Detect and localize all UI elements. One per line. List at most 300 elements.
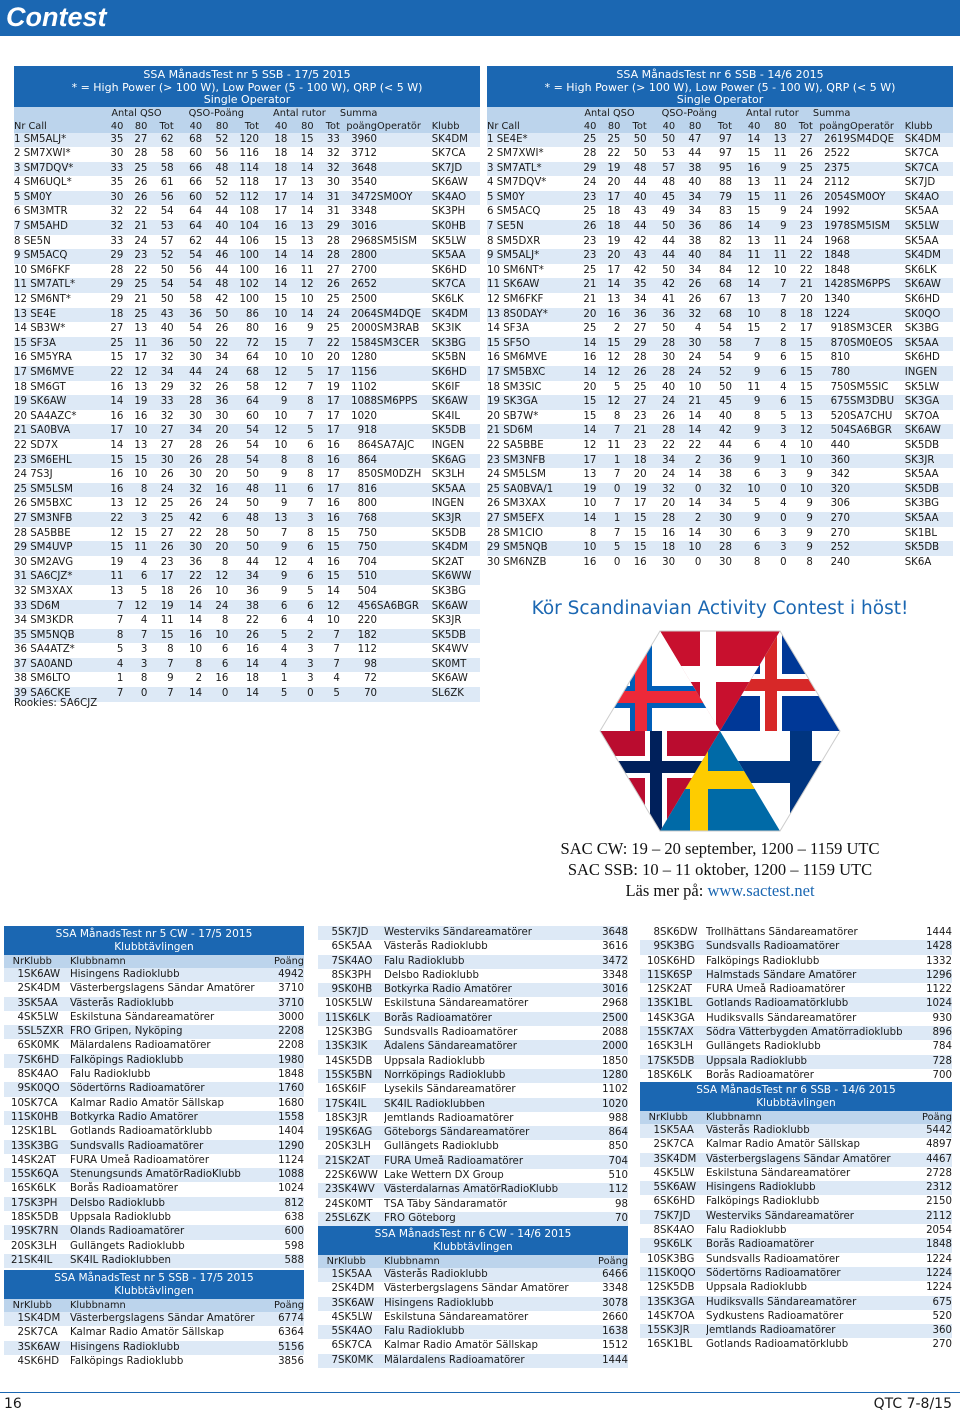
table-cell: 24 — [215, 498, 229, 510]
table-cell: 20 — [572, 308, 596, 323]
table-cell: Eskilstuna Sändareamatörer — [706, 1167, 851, 1179]
table-cell: 9 — [760, 220, 786, 235]
table-cell: 10 — [215, 585, 229, 597]
table-cell: 22 — [174, 570, 202, 585]
table-cell: 50 — [245, 527, 259, 539]
table-cell: 15 — [572, 395, 596, 410]
table-cell: Södra Vätterbygden Amatörradioklubb — [706, 1026, 910, 1040]
table-cell: 25 SM5LSM — [14, 483, 99, 498]
table-cell: 28 SM1CIO — [487, 527, 544, 539]
table-cell: 34 — [688, 206, 702, 218]
table-cell: 11 — [640, 969, 660, 983]
table-cell: 5 — [640, 1181, 660, 1195]
table-cell: Lake Wettern DX Group — [384, 1170, 504, 1182]
table-cell: 15 — [633, 527, 647, 539]
table-cell: 112 — [586, 1183, 628, 1197]
table-cell: 43 — [620, 249, 646, 264]
table-cell: 11 — [123, 337, 147, 352]
table-cell: SK3JR — [432, 512, 480, 527]
table-cell: 5 — [318, 1325, 338, 1339]
table-cell: 60 — [189, 148, 203, 160]
table-cell: 10 — [300, 352, 314, 364]
table-cell: SK4WV — [338, 1183, 384, 1197]
table-cell: 64 — [189, 206, 203, 218]
table-cell: 27 — [620, 395, 646, 410]
group-header: Antal QSO — [584, 107, 635, 119]
table-cell: 50 — [228, 541, 259, 556]
table-cell: 15 — [274, 294, 288, 306]
table-row — [487, 410, 953, 425]
table-cell: 14 — [647, 1310, 660, 1322]
table-cell: 1978 — [813, 220, 850, 235]
table-cell: 29 SM4UVP — [14, 541, 99, 556]
sac-url-link[interactable]: www.sactest.net — [707, 881, 815, 900]
table-cell: 1 — [318, 1268, 338, 1282]
table-cell: SK6A — [904, 556, 932, 568]
table-cell: 12 — [259, 424, 287, 439]
table-cell: 6 — [221, 644, 229, 656]
table-cell: SK5DB — [432, 629, 480, 644]
table-cell: SK1BL — [24, 1126, 57, 1138]
table-cell: 8 — [167, 644, 174, 656]
sac-cw-line: SAC CW: 19 – 20 september, 1200 – 1159 UTC — [560, 839, 880, 858]
table-cell: 9 — [732, 366, 760, 381]
table-cell: Jemtlands Radioamatörer — [706, 1324, 910, 1338]
table-cell: SK4IL Radioklubben — [70, 1254, 262, 1268]
table-cell: Västerdalarnas AmatörRadioKlubb — [384, 1183, 586, 1197]
table-cell: 25 — [160, 498, 174, 510]
table-cell: SK5LW — [338, 1311, 373, 1323]
table-cell: 14 — [732, 220, 760, 235]
table-cell: 1 — [596, 512, 620, 527]
table-cell: 1 — [280, 673, 288, 685]
table-cell: 8 — [221, 556, 229, 568]
table-cell: SK6LK — [24, 1183, 56, 1195]
table-cell: 3 — [307, 644, 314, 656]
table-cell: 15 — [123, 454, 147, 469]
group-header-row — [14, 107, 480, 120]
table-cell: Sundsvalls Radioamatörer — [706, 940, 910, 954]
table-cell: 16 SM5YRA — [14, 352, 72, 364]
table-cell: 2 SM7XWI* — [14, 148, 71, 160]
table-cell: Westerviks Sändareamatörer — [384, 926, 586, 940]
table-cell: Uppsala Radioklubb — [706, 1055, 910, 1069]
table-cell: 21 — [787, 278, 813, 293]
table-cell: 1760 — [262, 1082, 304, 1096]
table-cell: 52 — [202, 191, 228, 206]
table-cell: SK6LK — [431, 294, 464, 306]
table-cell: 6 — [760, 395, 786, 410]
table-cell: 30 — [189, 469, 203, 481]
table-cell: 4 — [140, 615, 148, 627]
table-cell: 16 — [633, 556, 647, 568]
table-cell: 24 — [202, 600, 228, 615]
table-cell: 1848 — [813, 249, 850, 264]
table-cell: 50 — [160, 264, 174, 276]
table-row — [318, 1126, 628, 1140]
table-cell: 7 — [147, 687, 173, 702]
table-cell: SK7CA — [904, 148, 939, 160]
table-cell: 6 — [331, 1340, 338, 1352]
club-table-title: SSA MånadsTest nr 6 CW - 14/6 2015 — [374, 1228, 572, 1240]
table-cell: 10 — [134, 469, 148, 481]
table-cell: SM6PPS — [850, 278, 905, 293]
table-cell: 16 — [583, 352, 597, 364]
column-header: 40 — [662, 120, 676, 132]
table-cell: INGEN — [905, 366, 953, 381]
table-row — [487, 278, 953, 293]
table-cell: 24 — [799, 177, 813, 189]
table-cell: SK6IF — [338, 1084, 367, 1096]
table-cell: 9 — [787, 541, 813, 556]
table-cell: SK5AA — [24, 997, 70, 1011]
table-row — [4, 1111, 304, 1125]
table-cell: 9 — [780, 206, 787, 218]
table-cell: 34 — [215, 352, 229, 364]
table-cell: 18 — [647, 541, 675, 556]
table-cell: 30 — [189, 410, 203, 422]
table-cell: 20 — [11, 1240, 24, 1252]
table-cell — [850, 162, 905, 177]
table-cell: 1428 — [910, 940, 952, 954]
table-cell: 83 — [718, 206, 732, 218]
table-row — [14, 147, 480, 162]
table-cell: 6 — [780, 352, 787, 364]
table-cell: 19 — [123, 395, 147, 410]
table-cell: 17 — [607, 264, 621, 276]
table-cell: 19 — [147, 600, 173, 615]
table-cell: Borås Radioamatörer — [706, 1238, 910, 1252]
group-header: Summa — [339, 107, 378, 119]
table-cell: SK5BN — [338, 1069, 384, 1083]
table-cell: 1088 — [340, 395, 377, 410]
table-cell: 4 — [140, 556, 148, 568]
table-cell: 10 — [787, 454, 813, 469]
table-cell: 9 — [732, 454, 760, 469]
table-cell: 12 — [787, 424, 813, 439]
table-cell: 3472 — [586, 955, 628, 969]
table-cell: SK7AX — [660, 1026, 706, 1040]
table-cell: Hudiksvalls Sändareamatörer — [706, 1012, 857, 1024]
table-cell: 24 — [688, 352, 702, 364]
table-cell: 10 — [123, 424, 147, 439]
table-cell: 3016 — [340, 220, 377, 235]
table-cell: 35 — [99, 133, 123, 148]
table-cell: 9 — [753, 352, 761, 364]
table-cell: SM0EOS — [850, 337, 905, 352]
table-cell: SK4AO — [432, 191, 480, 206]
column-header: 40 — [189, 120, 203, 132]
table-cell: 43 — [147, 308, 173, 323]
table-row — [14, 395, 480, 410]
table-cell: 588 — [262, 1254, 304, 1268]
table-cell: 32 — [174, 483, 202, 498]
table-cell: 23 — [633, 439, 647, 451]
table-cell: 1 — [596, 454, 620, 469]
table-row — [640, 1181, 952, 1195]
table-cell: 14 — [572, 424, 596, 439]
table-cell — [377, 176, 432, 191]
table-cell: 6 — [753, 527, 761, 539]
table-cell: 16 — [110, 410, 124, 422]
table-cell: SK5DB — [660, 1055, 706, 1069]
table-cell: 2 — [17, 983, 24, 995]
table-cell: 14 — [228, 658, 259, 673]
table-cell: 54 — [245, 439, 259, 451]
table-cell: Falu Radioklubb — [70, 1069, 151, 1081]
table-row — [487, 468, 953, 483]
table-cell: 20 — [662, 498, 676, 510]
table-cell: 10 — [274, 410, 288, 422]
table-cell: SK6DW — [660, 927, 698, 938]
table-cell: SM0OY — [850, 191, 905, 206]
table-row — [640, 1040, 952, 1054]
table-cell: 30 SM6NZB — [487, 556, 547, 568]
table-cell — [377, 483, 432, 498]
table-cell: 15 — [747, 148, 761, 160]
column-header: 80 — [215, 120, 229, 132]
table-cell: 40 — [160, 323, 174, 335]
table-cell: 54 — [147, 278, 173, 293]
table-cell: SK5LW — [338, 998, 373, 1010]
table-cell: 44 — [215, 264, 229, 276]
table-cell — [377, 278, 432, 293]
table-cell: 864 — [586, 1126, 628, 1140]
table-cell: 784 — [932, 1041, 952, 1053]
table-cell: 11 — [160, 615, 174, 627]
table-cell: 15 — [640, 1324, 660, 1338]
table-cell: 21 SA0BVA — [14, 424, 99, 439]
table-cell: SK7CA — [24, 1327, 58, 1339]
table-cell: 17 — [314, 424, 340, 439]
table-cell: 50 — [202, 308, 228, 323]
table-cell: 27 — [160, 439, 174, 451]
table-cell: 33 — [110, 235, 124, 247]
table-cell: 3960 — [340, 133, 377, 148]
table-cell: 9 — [806, 469, 813, 481]
table-row — [640, 969, 952, 983]
table-row — [487, 366, 953, 381]
promo-title: Kör Scandinavian Activity Contest i höst! — [531, 598, 909, 619]
table-row — [487, 147, 953, 162]
table-cell: 360 — [813, 454, 850, 469]
table-cell: 54 — [189, 323, 203, 335]
results-table-ssb-june — [487, 66, 953, 570]
table-cell: SK5AA — [432, 249, 480, 264]
column-header: Tot — [244, 120, 259, 132]
table-cell: Borås Radioamatörer — [706, 1069, 814, 1081]
table-cell: SK4AO — [338, 1325, 384, 1339]
table-cell: 36 — [701, 454, 732, 469]
table-cell: 270 — [830, 527, 851, 539]
table-cell: SK5DB — [338, 1055, 373, 1067]
table-cell: 1 — [4, 968, 24, 982]
table-cell: 30 — [718, 556, 732, 568]
table-cell: 23 — [787, 220, 813, 235]
table-cell: 10 — [202, 629, 228, 644]
table-cell: SK2AT — [338, 1155, 384, 1169]
table-cell: 19 — [110, 556, 124, 568]
table-cell: 50 — [647, 220, 675, 235]
table-row — [14, 249, 480, 264]
table-row — [318, 926, 628, 940]
table-title: SSA MånadsTest nr 6 SSB - 14/6 2015 — [616, 68, 824, 81]
table-row — [487, 162, 953, 177]
table-cell: SK6AW — [905, 278, 953, 293]
table-row — [14, 585, 480, 600]
column-header: Nr — [326, 1256, 338, 1267]
table-cell: SK6AW — [338, 1297, 384, 1311]
table-cell: 24 — [202, 366, 228, 381]
table-cell: 42 — [633, 264, 647, 276]
table-cell: 25 — [583, 323, 597, 335]
table-cell: 24 7S3J — [14, 469, 53, 481]
table-cell: 10 — [11, 1097, 24, 1109]
table-cell: 14 — [174, 600, 202, 615]
table-cell: 14 — [647, 1012, 660, 1024]
table-cell: SK2AT — [431, 556, 464, 568]
table-cell: 5 — [314, 687, 340, 702]
table-cell: 86 — [228, 308, 259, 323]
table-cell: 16 — [259, 220, 287, 235]
table-cell: 988 — [608, 1112, 628, 1124]
table-cell — [377, 162, 432, 177]
table-cell: 306 — [830, 498, 851, 510]
table-cell: 1848 — [278, 1069, 304, 1081]
table-cell: 3616 — [602, 941, 628, 953]
table-cell: SM3CER — [850, 323, 893, 335]
table-cell: 62 — [189, 235, 203, 247]
table-cell: 3 — [4, 1341, 24, 1355]
table-cell: SK3JR — [431, 615, 462, 627]
table-cell: Eskilstuna Sändareamatörer — [70, 1011, 215, 1023]
table-cell: 768 — [340, 512, 377, 527]
table-cell: 54 — [174, 278, 202, 293]
table-cell: 4 — [259, 658, 287, 673]
table-row — [487, 249, 953, 264]
table-cell: 9 — [4, 1082, 24, 1096]
table-cell: SK6WW — [338, 1170, 378, 1182]
table-cell: 30 — [174, 541, 202, 556]
table-cell: 44 — [662, 235, 676, 247]
table-cell: SK6AW — [432, 395, 480, 410]
table-row — [640, 997, 952, 1011]
table-cell: 32 — [189, 381, 203, 393]
table-cell: 22 — [787, 249, 813, 264]
table-cell: 22 — [688, 439, 702, 451]
table-cell: 16 — [325, 1084, 338, 1096]
table-cell: 15 — [134, 527, 148, 539]
table-cell: SK7RN — [24, 1225, 70, 1239]
table-cell: 29 SM5NQB — [487, 541, 572, 556]
table-cell: Uppsala Radioklubb — [384, 1055, 485, 1067]
table-cell: 32 — [675, 308, 701, 323]
table-cell: 15 — [318, 1069, 338, 1083]
table-cell: SL6ZK — [338, 1212, 384, 1226]
table-cell: SK4DM — [905, 249, 953, 264]
table-cell: 28 — [189, 439, 203, 451]
table-cell: 3 — [4, 997, 24, 1011]
table-cell: 68 — [701, 308, 732, 323]
table-cell: 1 — [760, 454, 786, 469]
table-cell: 1024 — [278, 1183, 304, 1195]
table-cell: 32 — [99, 220, 123, 235]
table-cell: 120 — [228, 133, 259, 148]
table-cell: 7 — [780, 294, 787, 306]
table-cell: 72 — [364, 673, 378, 685]
table-cell: 14 — [675, 424, 701, 439]
column-header: Tot — [159, 120, 174, 132]
table-cell: 15 — [799, 352, 813, 364]
table-cell: 1980 — [262, 1054, 304, 1068]
table-cell: 21 — [4, 1254, 24, 1268]
table-row — [487, 439, 953, 454]
table-cell: 44 — [215, 206, 229, 218]
table-row — [4, 1054, 304, 1068]
sac-ssb-line: SAC SSB: 10 – 11 oktober, 1200 – 1159 UTC — [567, 860, 873, 879]
table-cell: 9 SM5ALJ* — [487, 249, 572, 264]
table-cell: SK6SP — [660, 969, 706, 983]
table-cell: 2 — [17, 1327, 24, 1339]
table-cell: 270 — [932, 1339, 952, 1351]
table-subtitle: * = High Power (> 100 W), Low Power (5 - 100 W), QRP (< 5 W) — [544, 80, 896, 94]
table-cell: SK6LK — [660, 1238, 706, 1252]
table-cell: 2054 — [926, 1225, 952, 1237]
table-cell: 11 — [300, 264, 314, 276]
table-cell: 56 — [147, 191, 173, 206]
table-row — [640, 1253, 952, 1267]
table-cell: 16 — [11, 1183, 24, 1195]
table-cell: 97 — [701, 133, 732, 148]
table-row — [4, 1154, 304, 1168]
table-row — [14, 512, 480, 527]
table-cell: 26 SM5BXC — [14, 498, 73, 510]
table-cell: 6 SM3MTR — [14, 206, 68, 218]
table-cell: 864 — [357, 439, 378, 451]
table-cell: 17 — [633, 498, 647, 510]
table-cell: 28 — [647, 424, 675, 439]
table-cell: 17 — [274, 206, 288, 218]
table-cell: 7 — [318, 955, 338, 969]
table-cell: SK2AT — [24, 1154, 57, 1166]
table-cell: 22 — [134, 264, 148, 276]
table-row — [640, 1195, 952, 1209]
table-row — [318, 1325, 628, 1339]
table-cell: 12 — [325, 1027, 338, 1039]
table-cell: 16 — [732, 162, 760, 177]
table-cell: 5 — [259, 629, 287, 644]
table-row — [487, 541, 953, 556]
table-cell: 3348 — [602, 1283, 628, 1295]
table-cell: 70 — [340, 687, 377, 702]
table-cell: 30 SM2AVG — [14, 556, 74, 568]
table-cell: Kalmar Radio Amatör Sällskap — [70, 1327, 224, 1339]
table-cell: 14 — [572, 337, 596, 352]
table-cell: 66 — [189, 177, 203, 189]
table-cell: 9 — [806, 498, 813, 510]
table-cell: 95 — [701, 162, 732, 177]
table-cell: 23 — [123, 249, 147, 264]
table-cell: 23 SM6EHL — [14, 454, 99, 469]
table-row — [640, 1012, 952, 1026]
table-cell: 32 — [647, 483, 675, 498]
table-cell: 12 — [607, 352, 621, 364]
table-cell: 23 — [318, 1183, 338, 1197]
table-cell: 15 — [314, 570, 340, 585]
table-cell: SK7CA — [338, 1340, 372, 1352]
table-cell: 17 — [99, 424, 123, 439]
table-cell: 25 — [326, 294, 340, 306]
